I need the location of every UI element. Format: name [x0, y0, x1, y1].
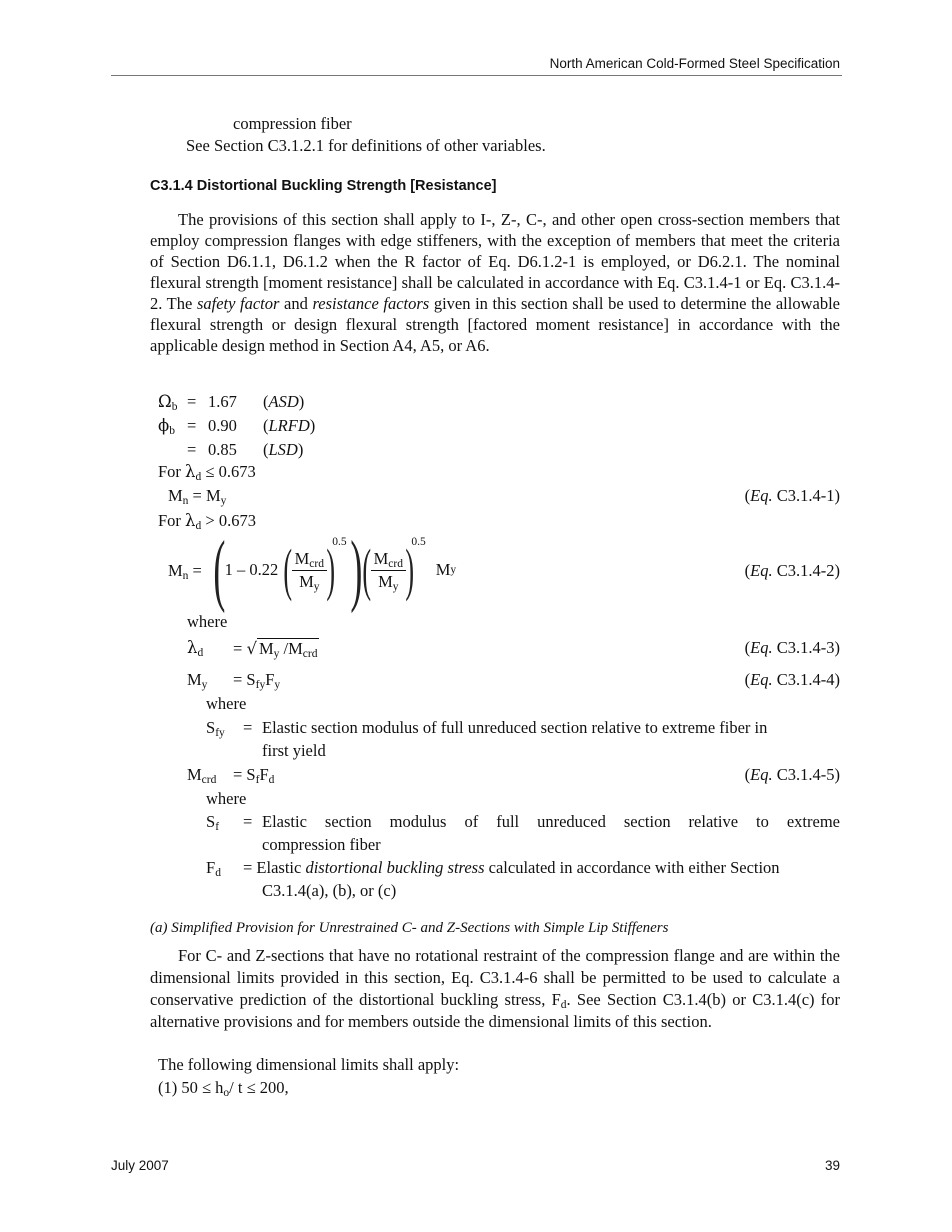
phi-value: 0.90	[208, 416, 237, 435]
eq-number-1: (Eq. C3.1.4-1)	[744, 486, 840, 505]
fd-symbol: $F_d$	[206, 858, 221, 879]
lambda-symbol: $\lambda_d$	[187, 638, 204, 659]
condition-2: For $\lambda_d > 0.673$	[158, 511, 256, 532]
omega-method: (ASD)	[263, 392, 305, 411]
where-label: where	[206, 789, 247, 808]
sfy-definition-1: Elastic section modulus of full unreduced section relative to extreme fiber in	[262, 718, 768, 737]
fd-definition-1: = Elastic distortional buckling stress calculated in accordance with either Section	[243, 858, 780, 877]
equation-4: = $S_{fy}F_y$	[233, 670, 281, 691]
subsection-a-heading: (a) Simplified Provision for Unrestrained C- and Z-Sections with Simple Lip Stiffeners	[150, 920, 669, 936]
phi-method: (LRFD)	[263, 416, 316, 435]
condition-1: For $\lambda_d \le 0.673$	[158, 462, 256, 483]
equals: =	[243, 812, 253, 831]
where-label: where	[206, 694, 247, 713]
equation-5: = $S_fF_d$	[233, 765, 275, 786]
subsection-a-paragraph: For C- and Z-sections that have no rotational restraint of the compression flange and are within the dimensional limits provided in this section, Eq. C3.1.4-6 shall be permitted to be used to calculate a conservative prediction of the distortional buckling stress, $F_d$. See Section C3.1.4(b) or C3.1.4(c) for alternative provisions and for members outside the dimensional limits of this section.	[150, 946, 840, 1031]
eq-number-4: (Eq. C3.1.4-4)	[744, 670, 840, 689]
header-rule	[111, 75, 842, 76]
mcrd-symbol: $M_{crd}$	[187, 765, 217, 786]
fd-definition-2: C3.1.4(a), (b), or (c)	[262, 881, 397, 900]
equals: =	[187, 440, 197, 459]
equals: =	[187, 392, 197, 411]
footer-date: July 2007	[111, 1158, 169, 1173]
sf-symbol: $S_f$	[206, 812, 220, 833]
equals: =	[187, 416, 197, 435]
sfy-definition-2: first yield	[262, 741, 326, 760]
phi-factor: $\phi_b$	[158, 416, 175, 437]
sfy-symbol: $S_{fy}$	[206, 718, 225, 739]
where-label: where	[187, 612, 228, 631]
running-header: North American Cold-Formed Steel Specification	[549, 56, 840, 71]
equation-2-rhs: ( 1 – 0.22 ( $\frac{M_{crd}}{M_y}$ ) 0.5 ) ( $\frac{M_{crd}}{M_y}$ ) 0.5 M y	[213, 526, 457, 614]
intro-line-2: See Section C3.1.2.1 for definitions of other variables.	[186, 136, 546, 155]
omega-factor: $\Omega_b$	[158, 392, 178, 413]
equation-3: = √ $M_y$ $/M_{crd}$	[233, 639, 318, 660]
equals: =	[243, 718, 253, 737]
sf-definition-2: compression fiber	[262, 835, 381, 854]
equation-2-lhs: $M_n$ =	[168, 561, 202, 582]
dimensional-limits-intro: The following dimensional limits shall apply:	[158, 1055, 460, 1074]
lsd-value: 0.85	[208, 440, 237, 459]
intro-line-1: compression fiber	[233, 114, 352, 133]
section-heading: C3.1.4 Distortional Buckling Strength [Resistance]	[150, 178, 497, 194]
lsd-method: (LSD)	[263, 440, 304, 459]
eq-number-2: (Eq. C3.1.4-2)	[744, 561, 840, 580]
limit-1: (1) $50 \le h_o/$ t ≤ 200,	[158, 1078, 289, 1099]
omega-value: 1.67	[208, 392, 237, 411]
page-number: 39	[824, 1158, 840, 1173]
eq-number-5: (Eq. C3.1.4-5)	[744, 765, 840, 784]
section-paragraph: The provisions of this section shall apply to I-, Z-, C-, and other open cross-section members that employ compression flanges with edge stiffeners, with the exception of members that meet the criteria of Section D6.1.1, D6.1.2 when the R factor of Eq. D6.1.2-1 is employed, or D6.2.1. The nominal flexural strength [moment resistance] shall be calculated in accordance with Eq. C3.1.4-1 or Eq. C3.1.4-2. The safety factor and resistance factors given in this section shall be used to determine the allowable flexural strength or design flexural strength [factored moment resistance] in accordance with the applicable design method in Section A4, A5, or A6.	[150, 210, 840, 355]
my-symbol: $M_y$	[187, 670, 208, 691]
eq-number-3: (Eq. C3.1.4-3)	[744, 638, 840, 657]
sf-definition-1: Elastic section modulus of full unreduced section relative to extreme	[262, 812, 840, 831]
equation-1: $M_n = M_y$	[168, 486, 227, 507]
